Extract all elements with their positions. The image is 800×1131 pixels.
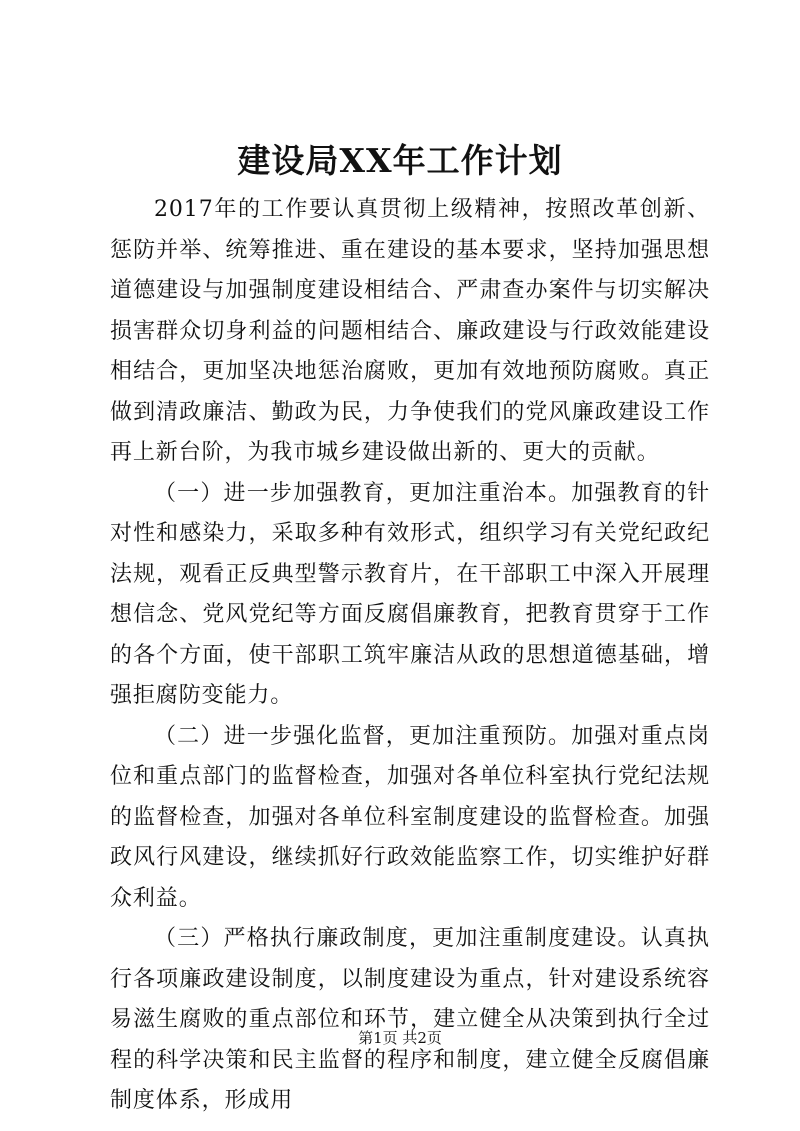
paragraph-system: （三）严格执行廉政制度，更加注重制度建设。认真执行各项廉政建设制度，以制度建设为重点，针对建设系统容易滋生腐败的重点部位和环节，建立健全从决策到执行全过程的科学决策和民主监督的程序和制度，建立健全反腐倡廉制度体系，形成用 <box>110 926 710 1113</box>
paragraph-supervision: （二）进一步强化监督，更加注重预防。加强对重点岗位和重点部门的监督检查，加强对各单位科室执行党纪法规的监督检查，加强对各单位科室制度建设的监督检查。加强政风行风建设，继续抓好行政效能监察工作，切实维护好群众利益。 <box>110 723 710 911</box>
document-body <box>110 190 710 1122</box>
document-title: 建设局XX年工作计划 <box>237 141 563 180</box>
paragraph-intro: 2017年的工作要认真贯彻上级精神，按照改革创新、惩防并举、统筹推进、重在建设的基本要求，坚持加强思想道德建设与加强制度建设相结合、严肃查办案件与切实解决损害群众切身利益的问题相结合、廉政建设与行政效能建设相结合，更加坚决地惩治腐败，更加有效地预防腐败。真正做到清政廉洁、勤政为民，力争使我们的党风廉政建设工作再上新台阶，为我市城乡建设做出新的、更大的贡献。 <box>110 197 710 465</box>
page-footer: 第1页 共2页 <box>358 1029 442 1047</box>
paragraph-education: （一）进一步加强教育，更加注重治本。加强教育的针对性和感染力，采取多种有效形式，组织学习有关党纪政纪法规，观看正反典型警示教育片，在干部职工中深入开展理想信念、党风党纪等方面反腐倡廉教育，把教育贯穿于工作的各个方面，使干部职工筑牢廉洁从政的思想道德基础，增强拒腐防变能力。 <box>110 480 710 708</box>
